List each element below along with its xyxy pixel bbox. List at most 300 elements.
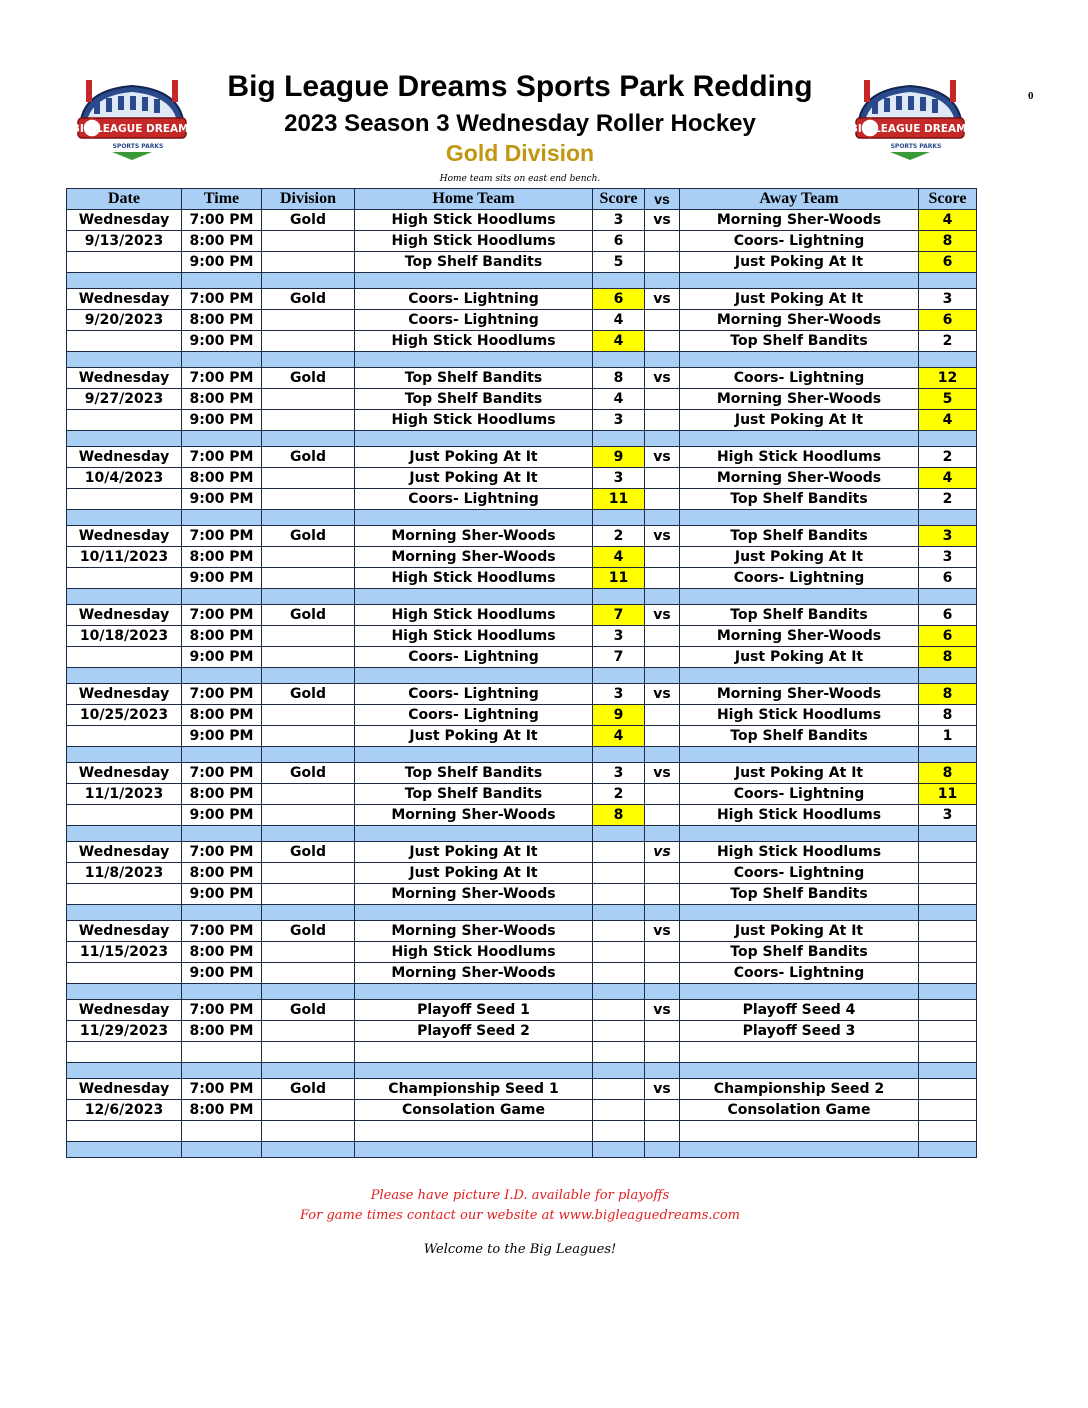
- away-team: Top Shelf Bandits: [680, 726, 919, 747]
- game-time: 9:00 PM: [182, 331, 262, 352]
- game-row: [67, 447, 977, 468]
- home-team: Morning Sher-Woods: [355, 884, 593, 905]
- home-score: [593, 863, 645, 884]
- vs-label: [645, 468, 680, 489]
- separator-cell: [262, 1063, 355, 1079]
- separator-cell: [593, 747, 645, 763]
- home-score: [593, 1100, 645, 1121]
- week-separator-row: [67, 1142, 977, 1158]
- vs-label: vs: [645, 447, 680, 468]
- game-division: [262, 252, 355, 273]
- away-score: 6: [919, 252, 977, 273]
- game-time: 9:00 PM: [182, 489, 262, 510]
- vs-label: [645, 805, 680, 826]
- away-team: Playoff Seed 4: [680, 1000, 919, 1021]
- game-date: 11/29/2023: [67, 1021, 182, 1042]
- separator-cell: [593, 352, 645, 368]
- game-time: 8:00 PM: [182, 547, 262, 568]
- game-time: 7:00 PM: [182, 1079, 262, 1100]
- away-team: Coors- Lightning: [680, 568, 919, 589]
- separator-cell: [182, 1142, 262, 1158]
- home-team: Top Shelf Bandits: [355, 368, 593, 389]
- home-team: Morning Sher-Woods: [355, 805, 593, 826]
- away-team: Morning Sher-Woods: [680, 210, 919, 231]
- home-team: High Stick Hoodlums: [355, 231, 593, 252]
- away-score: [919, 863, 977, 884]
- away-team: [680, 1042, 919, 1063]
- game-day: Wednesday: [67, 1000, 182, 1021]
- game-day: Wednesday: [67, 921, 182, 942]
- home-team: Coors- Lightning: [355, 647, 593, 668]
- away-team: Top Shelf Bandits: [680, 526, 919, 547]
- game-division: [262, 489, 355, 510]
- away-team: Top Shelf Bandits: [680, 942, 919, 963]
- away-team: Just Poking At It: [680, 921, 919, 942]
- away-team: Top Shelf Bandits: [680, 884, 919, 905]
- away-team: High Stick Hoodlums: [680, 842, 919, 863]
- game-date: [67, 805, 182, 826]
- away-team: Playoff Seed 3: [680, 1021, 919, 1042]
- separator-cell: [645, 1142, 680, 1158]
- game-row: [67, 805, 977, 826]
- separator-cell: [919, 431, 977, 447]
- away-score: 8: [919, 684, 977, 705]
- game-day: Wednesday: [67, 842, 182, 863]
- home-team: Coors- Lightning: [355, 310, 593, 331]
- game-row: [67, 1121, 977, 1142]
- separator-cell: [67, 747, 182, 763]
- away-team: Top Shelf Bandits: [680, 489, 919, 510]
- game-time: 8:00 PM: [182, 468, 262, 489]
- separator-cell: [355, 273, 593, 289]
- game-time: 9:00 PM: [182, 568, 262, 589]
- separator-cell: [355, 510, 593, 526]
- logo-wordmark: BIG LEAGUE DREAMS: [850, 123, 970, 135]
- game-division: [262, 468, 355, 489]
- separator-cell: [355, 589, 593, 605]
- home-team: High Stick Hoodlums: [355, 410, 593, 431]
- welcome-note: Welcome to the Big Leagues!: [423, 1242, 617, 1257]
- vs-label: [645, 647, 680, 668]
- logo-subtitle: SPORTS PARKS: [890, 143, 942, 150]
- game-date: [67, 252, 182, 273]
- separator-cell: [680, 431, 919, 447]
- separator-cell: [645, 589, 680, 605]
- away-score: 8: [919, 647, 977, 668]
- separator-cell: [67, 984, 182, 1000]
- away-score: [919, 1079, 977, 1100]
- away-score: 3: [919, 526, 977, 547]
- away-score: 2: [919, 489, 977, 510]
- game-division: [262, 231, 355, 252]
- game-division: [262, 626, 355, 647]
- separator-cell: [919, 352, 977, 368]
- separator-cell: [645, 668, 680, 684]
- separator-cell: [355, 1142, 593, 1158]
- week-separator-row: [67, 1063, 977, 1079]
- game-time: 7:00 PM: [182, 921, 262, 942]
- separator-cell: [67, 273, 182, 289]
- home-team: Morning Sher-Woods: [355, 963, 593, 984]
- vs-label: [645, 410, 680, 431]
- away-team: Morning Sher-Woods: [680, 310, 919, 331]
- vs-label: vs: [645, 842, 680, 863]
- home-score: [593, 1121, 645, 1142]
- game-row: [67, 410, 977, 431]
- home-team: Coors- Lightning: [355, 289, 593, 310]
- game-division: [262, 547, 355, 568]
- game-row: [67, 605, 977, 626]
- separator-cell: [355, 905, 593, 921]
- home-score: 8: [593, 368, 645, 389]
- separator-cell: [680, 826, 919, 842]
- game-date: 12/6/2023: [67, 1100, 182, 1121]
- separator-cell: [182, 589, 262, 605]
- vs-label: vs: [645, 605, 680, 626]
- game-division: Gold: [262, 1079, 355, 1100]
- away-team: High Stick Hoodlums: [680, 447, 919, 468]
- game-division: [262, 726, 355, 747]
- home-team: High Stick Hoodlums: [355, 605, 593, 626]
- away-team: Coors- Lightning: [680, 784, 919, 805]
- separator-cell: [919, 826, 977, 842]
- game-division: Gold: [262, 210, 355, 231]
- separator-cell: [919, 1063, 977, 1079]
- game-row: [67, 252, 977, 273]
- week-separator-row: [67, 905, 977, 921]
- separator-cell: [680, 510, 919, 526]
- game-date: [67, 410, 182, 431]
- separator-cell: [919, 510, 977, 526]
- game-day: Wednesday: [67, 1079, 182, 1100]
- away-score: [919, 842, 977, 863]
- home-team: High Stick Hoodlums: [355, 942, 593, 963]
- week-separator-row: [67, 431, 977, 447]
- home-team: Playoff Seed 2: [355, 1021, 593, 1042]
- home-score: 4: [593, 310, 645, 331]
- away-score: 6: [919, 568, 977, 589]
- game-row: [67, 784, 977, 805]
- game-time: [182, 1042, 262, 1063]
- separator-cell: [262, 905, 355, 921]
- home-score: 3: [593, 626, 645, 647]
- week-separator-row: [67, 589, 977, 605]
- park-title: Big League Dreams Sports Park Redding: [227, 70, 813, 103]
- game-row: [67, 210, 977, 231]
- separator-cell: [680, 273, 919, 289]
- away-team: Morning Sher-Woods: [680, 684, 919, 705]
- game-day: Wednesday: [67, 210, 182, 231]
- vs-label: vs: [645, 763, 680, 784]
- separator-cell: [67, 431, 182, 447]
- away-team: Coors- Lightning: [680, 231, 919, 252]
- separator-cell: [645, 510, 680, 526]
- game-date: [67, 331, 182, 352]
- game-division: Gold: [262, 605, 355, 626]
- away-team: Morning Sher-Woods: [680, 468, 919, 489]
- game-time: 7:00 PM: [182, 842, 262, 863]
- home-team: Coors- Lightning: [355, 705, 593, 726]
- game-row: [67, 763, 977, 784]
- separator-cell: [262, 1142, 355, 1158]
- separator-cell: [182, 510, 262, 526]
- game-time: 9:00 PM: [182, 805, 262, 826]
- away-score: [919, 1021, 977, 1042]
- schedule-table: [66, 188, 977, 1158]
- game-time: 9:00 PM: [182, 884, 262, 905]
- away-team: High Stick Hoodlums: [680, 805, 919, 826]
- separator-cell: [67, 1063, 182, 1079]
- game-time: 7:00 PM: [182, 605, 262, 626]
- away-team: Coors- Lightning: [680, 963, 919, 984]
- game-row: [67, 389, 977, 410]
- separator-cell: [919, 1142, 977, 1158]
- game-time: 7:00 PM: [182, 289, 262, 310]
- separator-cell: [262, 984, 355, 1000]
- game-time: 7:00 PM: [182, 1000, 262, 1021]
- separator-cell: [645, 1063, 680, 1079]
- separator-cell: [919, 589, 977, 605]
- game-division: Gold: [262, 684, 355, 705]
- vs-label: [645, 331, 680, 352]
- separator-cell: [67, 826, 182, 842]
- game-time: 8:00 PM: [182, 231, 262, 252]
- home-score: [593, 921, 645, 942]
- vs-label: [645, 705, 680, 726]
- home-score: 6: [593, 231, 645, 252]
- home-score: 3: [593, 210, 645, 231]
- game-division: [262, 310, 355, 331]
- game-time: 9:00 PM: [182, 647, 262, 668]
- separator-cell: [593, 826, 645, 842]
- home-score: 4: [593, 331, 645, 352]
- vs-label: [645, 1042, 680, 1063]
- game-date: [67, 647, 182, 668]
- game-division: [262, 784, 355, 805]
- home-team: [355, 1042, 593, 1063]
- away-score: [919, 1121, 977, 1142]
- separator-cell: [645, 984, 680, 1000]
- game-row: [67, 884, 977, 905]
- game-row: [67, 626, 977, 647]
- game-date: 11/8/2023: [67, 863, 182, 884]
- game-time: 7:00 PM: [182, 684, 262, 705]
- col-home-team-header: Home Team: [355, 189, 593, 210]
- away-score: 6: [919, 626, 977, 647]
- away-score: 12: [919, 368, 977, 389]
- col-date-header: Date: [67, 189, 182, 210]
- away-team: Top Shelf Bandits: [680, 605, 919, 626]
- game-date: [67, 963, 182, 984]
- away-score: 4: [919, 468, 977, 489]
- home-team: Top Shelf Bandits: [355, 389, 593, 410]
- home-score: 3: [593, 410, 645, 431]
- separator-cell: [680, 905, 919, 921]
- game-division: Gold: [262, 921, 355, 942]
- separator-cell: [355, 747, 593, 763]
- home-score: [593, 1079, 645, 1100]
- separator-cell: [593, 589, 645, 605]
- separator-cell: [919, 668, 977, 684]
- home-team: Morning Sher-Woods: [355, 921, 593, 942]
- page-marker: 0: [1028, 90, 1034, 102]
- game-row: [67, 942, 977, 963]
- separator-cell: [680, 589, 919, 605]
- col-time-header: Time: [182, 189, 262, 210]
- away-score: 8: [919, 231, 977, 252]
- away-team: Just Poking At It: [680, 763, 919, 784]
- home-team: Top Shelf Bandits: [355, 784, 593, 805]
- vs-label: [645, 626, 680, 647]
- separator-cell: [262, 510, 355, 526]
- game-date: 10/18/2023: [67, 626, 182, 647]
- vs-label: [645, 884, 680, 905]
- game-division: [262, 963, 355, 984]
- vs-label: [645, 568, 680, 589]
- game-row: [67, 547, 977, 568]
- game-time: [182, 1121, 262, 1142]
- home-team: Just Poking At It: [355, 863, 593, 884]
- game-division: Gold: [262, 447, 355, 468]
- home-team: Just Poking At It: [355, 447, 593, 468]
- separator-cell: [262, 747, 355, 763]
- week-separator-row: [67, 826, 977, 842]
- home-team: [355, 1121, 593, 1142]
- week-separator-row: [67, 668, 977, 684]
- home-score: 4: [593, 389, 645, 410]
- game-date: [67, 489, 182, 510]
- game-division: [262, 942, 355, 963]
- game-time: 8:00 PM: [182, 942, 262, 963]
- game-row: [67, 684, 977, 705]
- game-time: 9:00 PM: [182, 410, 262, 431]
- game-row: [67, 726, 977, 747]
- game-time: 7:00 PM: [182, 763, 262, 784]
- separator-cell: [182, 826, 262, 842]
- home-team: Just Poking At It: [355, 726, 593, 747]
- separator-cell: [593, 510, 645, 526]
- home-score: 2: [593, 784, 645, 805]
- game-division: [262, 389, 355, 410]
- home-score: 11: [593, 489, 645, 510]
- home-team: Top Shelf Bandits: [355, 252, 593, 273]
- game-division: [262, 884, 355, 905]
- away-team: [680, 1121, 919, 1142]
- away-score: 3: [919, 805, 977, 826]
- separator-cell: [593, 905, 645, 921]
- home-team: Playoff Seed 1: [355, 1000, 593, 1021]
- away-score: 5: [919, 389, 977, 410]
- home-score: 3: [593, 468, 645, 489]
- separator-cell: [355, 984, 593, 1000]
- game-division: [262, 647, 355, 668]
- game-time: 9:00 PM: [182, 963, 262, 984]
- game-division: [262, 863, 355, 884]
- separator-cell: [355, 1063, 593, 1079]
- game-row: [67, 1079, 977, 1100]
- home-score: 4: [593, 547, 645, 568]
- away-team: Coors- Lightning: [680, 863, 919, 884]
- separator-cell: [182, 984, 262, 1000]
- separator-cell: [262, 273, 355, 289]
- game-time: 7:00 PM: [182, 526, 262, 547]
- home-team: Championship Seed 1: [355, 1079, 593, 1100]
- home-score: 8: [593, 805, 645, 826]
- away-score: 3: [919, 547, 977, 568]
- home-score: [593, 963, 645, 984]
- home-score: 9: [593, 447, 645, 468]
- home-score: 7: [593, 647, 645, 668]
- col-away-score-header: Score: [919, 189, 977, 210]
- game-row: [67, 489, 977, 510]
- game-row: [67, 368, 977, 389]
- game-date: [67, 1121, 182, 1142]
- game-date: [67, 726, 182, 747]
- website-note: For game times contact our website at www.bigleaguedreams.com: [300, 1208, 740, 1223]
- separator-cell: [355, 826, 593, 842]
- separator-cell: [645, 273, 680, 289]
- separator-cell: [645, 826, 680, 842]
- home-score: [593, 842, 645, 863]
- game-day: Wednesday: [67, 368, 182, 389]
- separator-cell: [67, 1142, 182, 1158]
- vs-label: [645, 1100, 680, 1121]
- game-date: 10/25/2023: [67, 705, 182, 726]
- game-time: 9:00 PM: [182, 252, 262, 273]
- game-time: 8:00 PM: [182, 784, 262, 805]
- game-division: Gold: [262, 526, 355, 547]
- vs-label: [645, 963, 680, 984]
- home-team: Coors- Lightning: [355, 489, 593, 510]
- vs-label: [645, 252, 680, 273]
- separator-cell: [593, 1142, 645, 1158]
- game-division: Gold: [262, 1000, 355, 1021]
- separator-cell: [593, 1063, 645, 1079]
- separator-cell: [262, 826, 355, 842]
- away-score: [919, 1000, 977, 1021]
- separator-cell: [67, 668, 182, 684]
- logo-wordmark: BIG LEAGUE DREAMS: [72, 123, 192, 135]
- game-row: [67, 568, 977, 589]
- vs-label: vs: [645, 289, 680, 310]
- game-day: Wednesday: [67, 605, 182, 626]
- game-division: Gold: [262, 368, 355, 389]
- week-separator-row: [67, 984, 977, 1000]
- game-division: Gold: [262, 763, 355, 784]
- separator-cell: [262, 668, 355, 684]
- game-division: [262, 410, 355, 431]
- home-team: Top Shelf Bandits: [355, 763, 593, 784]
- away-score: 1: [919, 726, 977, 747]
- vs-label: [645, 784, 680, 805]
- away-team: Coors- Lightning: [680, 368, 919, 389]
- home-score: [593, 884, 645, 905]
- week-separator-row: [67, 273, 977, 289]
- game-division: Gold: [262, 289, 355, 310]
- vs-label: [645, 1121, 680, 1142]
- game-date: [67, 568, 182, 589]
- separator-cell: [593, 431, 645, 447]
- game-day: Wednesday: [67, 289, 182, 310]
- game-date: 9/13/2023: [67, 231, 182, 252]
- game-day: Wednesday: [67, 447, 182, 468]
- logo-subtitle: SPORTS PARKS: [112, 143, 164, 150]
- separator-cell: [262, 352, 355, 368]
- game-row: [67, 647, 977, 668]
- separator-cell: [680, 1063, 919, 1079]
- game-row: [67, 1042, 977, 1063]
- vs-label: vs: [645, 1000, 680, 1021]
